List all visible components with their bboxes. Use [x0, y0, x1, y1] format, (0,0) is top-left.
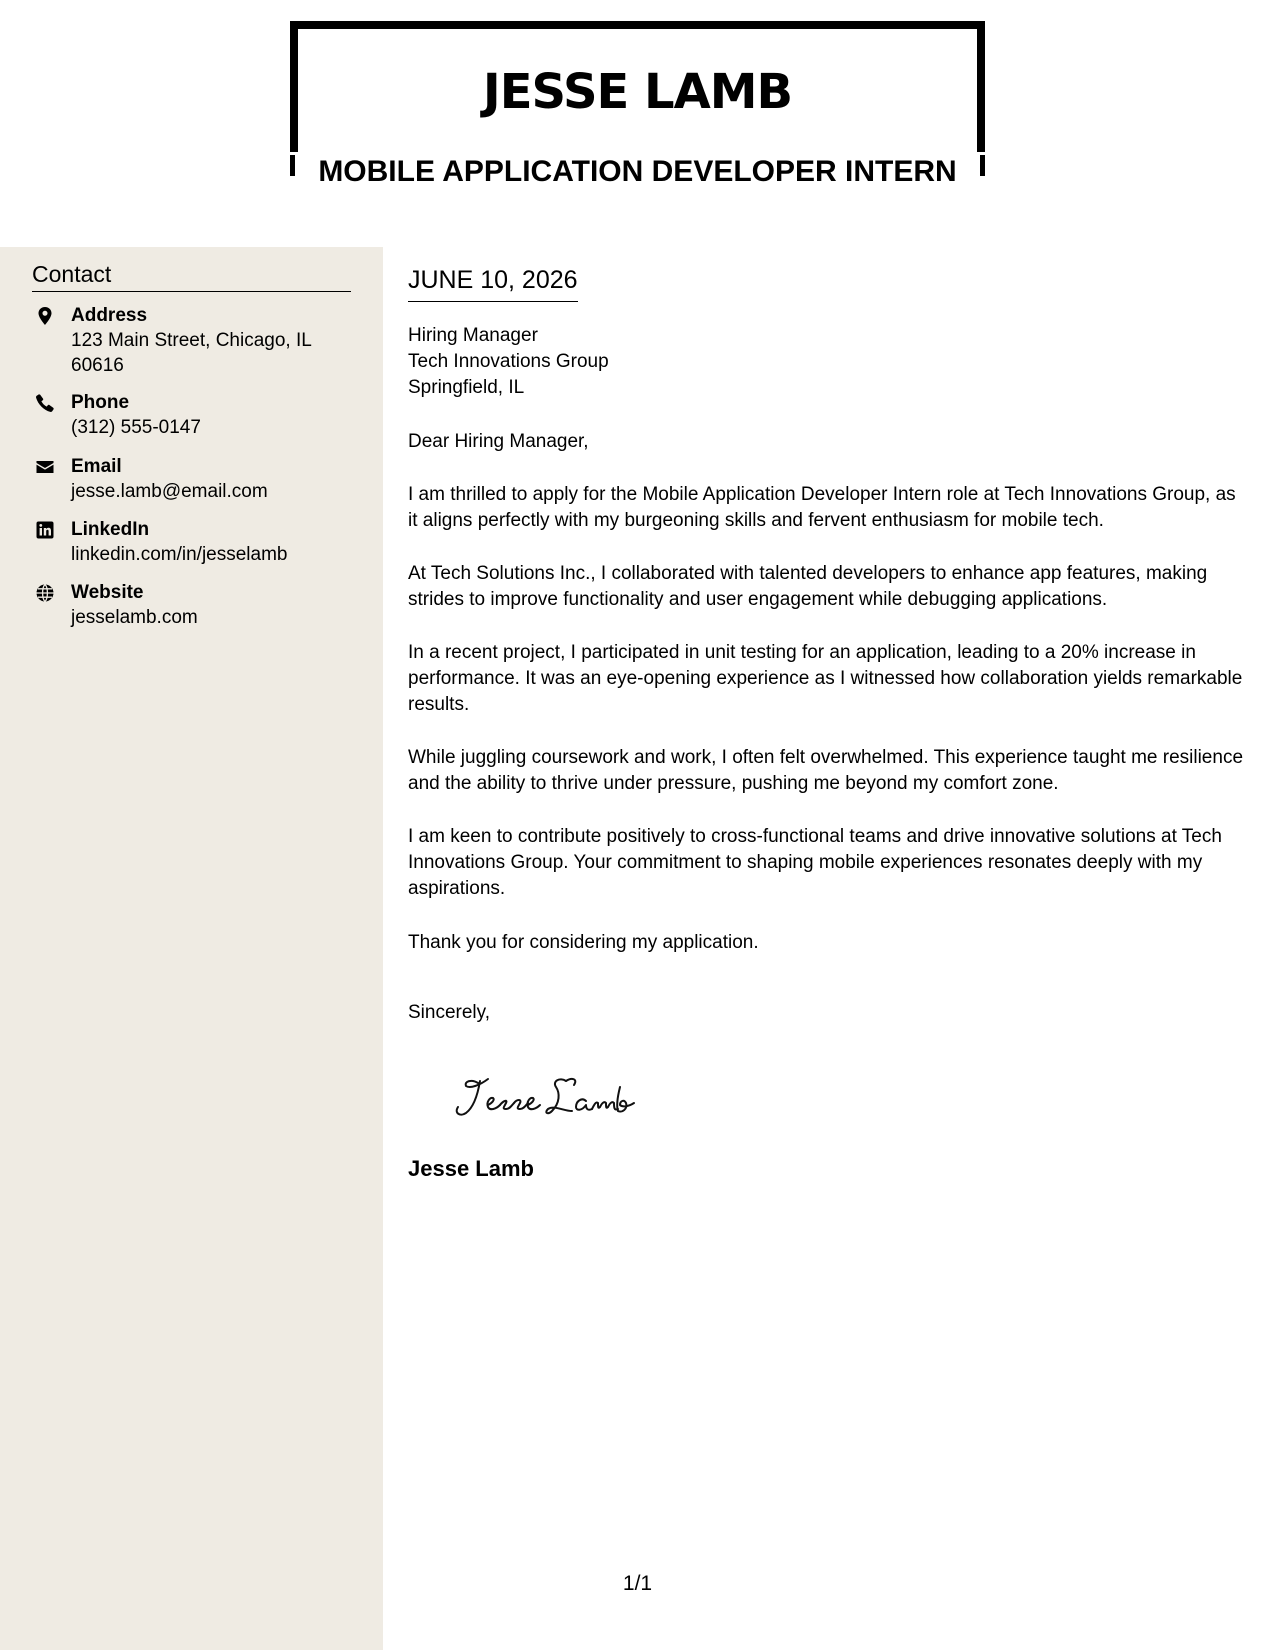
address-value: 123 Main Street, Chicago, IL 60616 — [71, 330, 312, 376]
closing: Sincerely, — [408, 1002, 491, 1023]
envelope-icon — [35, 457, 55, 477]
website-value[interactable]: jesselamb.com — [71, 607, 198, 628]
contact-sidebar — [0, 247, 383, 1650]
letter-date: JUNE 10, 2026 — [408, 264, 578, 302]
recipient-line: Tech Innovations Group — [408, 351, 609, 372]
body-paragraph: At Tech Solutions Inc., I collaborated with talented developers to enhance app features, making strides to improve functionality and user engagement while debugging applications. — [408, 563, 1208, 610]
handwritten-signature — [448, 1067, 648, 1127]
contact-heading: Contact — [32, 259, 351, 292]
phone-value: (312) 555-0147 — [71, 417, 201, 438]
email-value[interactable]: jesse.lamb@email.com — [71, 481, 268, 502]
body-paragraph: I am keen to contribute positively to cross-functional teams and drive innovative solutions at Tech Innovations Group. Your commitment to shaping mobile experiences resonates deeply with my aspirations. — [408, 826, 1222, 899]
salutation: Dear Hiring Manager, — [408, 431, 589, 452]
linkedin-icon — [35, 520, 55, 540]
map-pin-icon — [35, 306, 55, 326]
contact-label: Email — [71, 456, 122, 477]
body-paragraph: In a recent project, I participated in unit testing for an application, leading to a 20% increase in performance. It was an eye-opening experience as I witnessed how collaboration yields remarkable results. — [408, 642, 1243, 715]
globe-icon — [35, 583, 55, 603]
candidate-name: JESSE LAMB — [482, 64, 793, 120]
page-number: 1/1 — [622, 1572, 653, 1595]
recipient-line: Springfield, IL — [408, 377, 525, 398]
frame-top-border — [290, 21, 985, 29]
signer-name: Jesse Lamb — [408, 1156, 534, 1181]
contact-label: Website — [71, 582, 144, 603]
body-paragraph: Thank you for considering my application. — [408, 932, 759, 953]
recipient-line: Hiring Manager — [408, 325, 538, 346]
recipient-block — [408, 323, 609, 401]
body-paragraph: I am thrilled to apply for the Mobile Application Developer Intern role at Tech Innovations Group, as it aligns perfectly with my burgeoning skills and fervent enthusiasm for mobile tech. — [408, 484, 1236, 531]
contact-label: Phone — [71, 392, 130, 413]
contact-label: Address — [71, 305, 148, 326]
body-paragraph: While juggling coursework and work, I often felt overwhelmed. This experience taught me resilience and the ability to thrive under pressure, pushing me beyond my comfort zone. — [408, 747, 1244, 794]
linkedin-value[interactable]: linkedin.com/in/jesselamb — [71, 544, 288, 565]
job-title: MOBILE APPLICATION DEVELOPER INTERN — [318, 155, 957, 188]
phone-icon — [35, 393, 55, 413]
contact-label: LinkedIn — [71, 519, 150, 540]
